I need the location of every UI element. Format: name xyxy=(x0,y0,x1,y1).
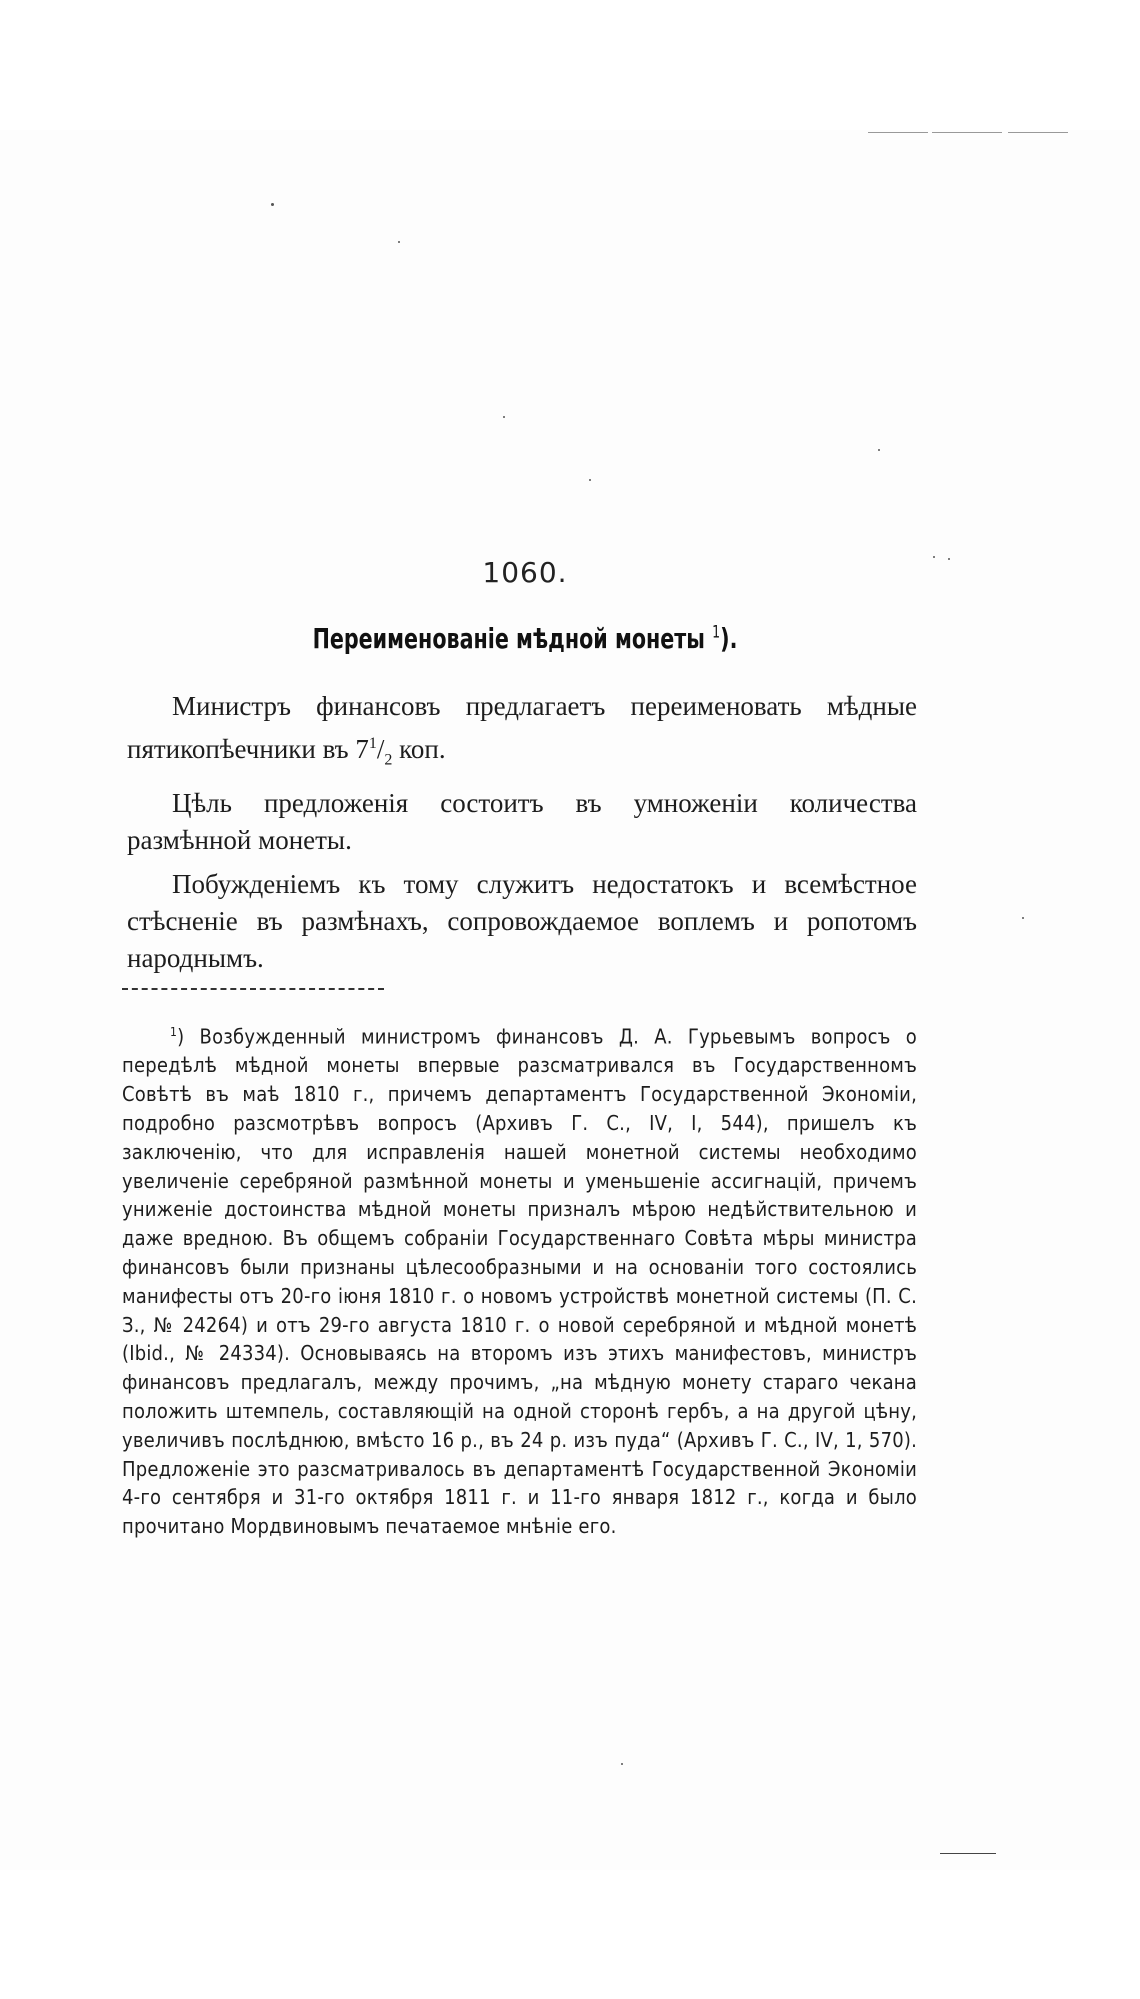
body-paragraph-2: Цѣль предложенія состоитъ въ умноженіи количества размѣнной монеты. xyxy=(127,788,917,856)
body-paragraph-1: Министръ финансовъ предлагаетъ переименовать мѣдные пятикопѣечники въ $7^1/_2$ коп. xyxy=(127,691,917,769)
scan-speck xyxy=(271,203,274,206)
scan-edge-rule xyxy=(940,1853,996,1854)
scan-edge-rule xyxy=(932,132,1002,133)
scanned-page xyxy=(0,130,1140,1870)
footnote-text: ) Возбужденный министромъ финансовъ Д. А. Гурьевымъ вопросъ о передѣлѣ мѣдной монеты впервые разсматривался въ Государственномъ Совѣтѣ въ маѣ 1810 г., причемъ департаментъ Государственной Экономіи, подробно разсмотрѣвъ вопросъ (Архивъ Г. С., IV, I, 544), пришелъ къ заключенію, что для исправленія нашей монетной системы необходимо увеличеніе серебряной размѣнной монеты и уменьшеніе ассигнацій, причемъ униженіе достоинства мѣдной монеты призналъ мѣрою недѣйствительною и даже вредною. Въ общемъ собраніи Государственнаго Совѣта мѣры министра финансовъ были признаны цѣлесообразными и на основаніи того состоялись манифесты отъ 20-го іюня 1810 г. о новомъ устройствѣ монетной системы (П. С. З., № 24264) и отъ 29-го августа 1810 г. о новой серебряной и мѣдной монетѣ (Ibid., № 24334). Основываясь на второмъ изъ этихъ манифестовъ, министръ финансовъ предлагалъ, между прочимъ, „на мѣдную монету стараго чекана положить штемпель, составляющій на одной сторонѣ гербъ, а на другой цѣну, увеличивъ послѣднюю, вмѣсто 16 р., въ 24 р. изъ пуда“ (Архивъ Г. С., IV, 1, 570). Предложеніе это разсматривалось въ департаментѣ Государственной Экономіи 4-го сентября и 31-го октября 1811 г. и 11-го января 1812 г., когда и было прочитано Мордвиновымъ печатаемое мнѣніе его. xyxy=(122,1024,917,1539)
document-body xyxy=(127,688,917,984)
scan-speck xyxy=(398,241,400,243)
scan-edge-rule xyxy=(1008,132,1068,133)
body-paragraph-3: Побужденіемъ къ тому служитъ недостатокъ и всемѣстное стѣсненіе въ размѣнахъ, сопровождаемое воплемъ и ропотомъ народнымъ. xyxy=(127,869,917,974)
scan-speck xyxy=(621,1763,623,1765)
title-punctuation: ). xyxy=(720,622,738,655)
scan-speck xyxy=(1022,917,1024,919)
document-number: 1060. xyxy=(482,556,568,589)
title-footnote-marker: 1 xyxy=(712,622,721,643)
scan-speck xyxy=(503,416,505,418)
footnote-marker: 1 xyxy=(170,1025,178,1039)
scan-edge-rule xyxy=(868,132,928,133)
scan-speck xyxy=(589,479,591,481)
footnote xyxy=(122,1018,917,1541)
scan-speck xyxy=(878,449,880,451)
document-title-text: Переименованіе мѣдной монеты xyxy=(312,622,705,655)
footnote-separator xyxy=(122,988,384,990)
document-title xyxy=(95,622,956,655)
